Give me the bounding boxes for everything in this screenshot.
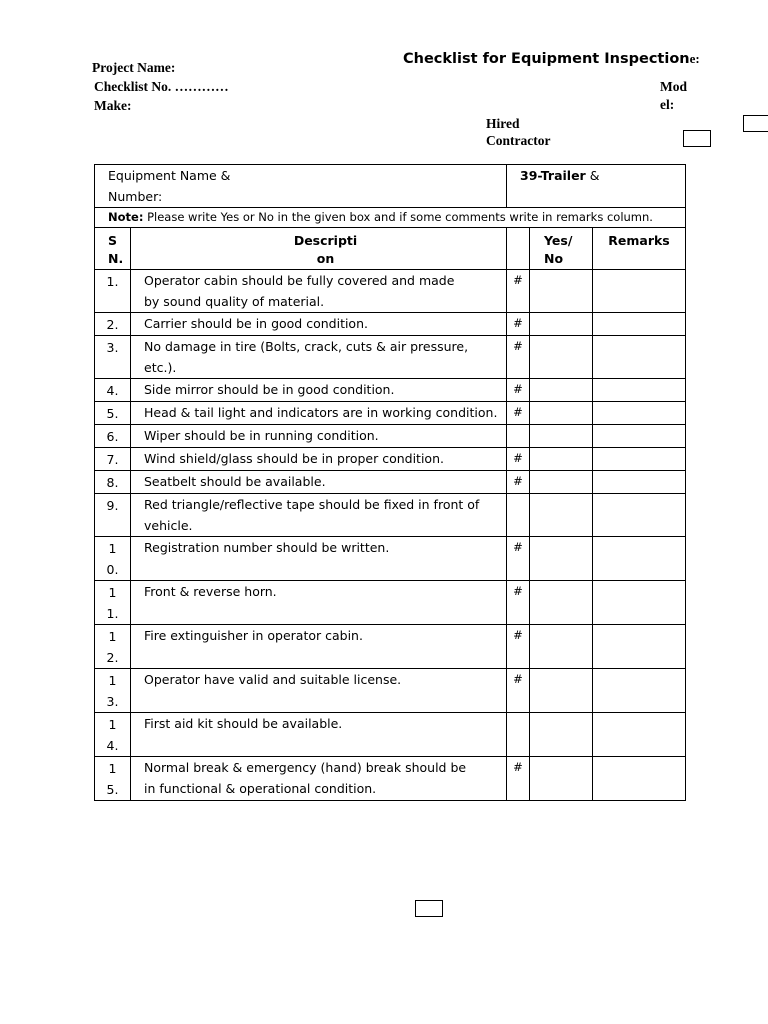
row-mark: # [507,581,530,625]
checklist-row [95,379,686,402]
row-remarks-cell[interactable] [593,494,686,537]
row-remarks-cell[interactable] [593,425,686,448]
checklist-row [95,270,686,313]
checklist-row [95,757,686,801]
row-remarks-cell[interactable] [593,402,686,425]
row-mark: # [507,757,530,801]
equipment-label: Equipment Name & Number: [95,165,507,208]
row-description: Seatbelt should be available. [131,471,507,494]
model-label-line2: el: [660,97,675,112]
row-mark: # [507,379,530,402]
checklist-row [95,713,686,757]
row-description: Wiper should be in running condition. [131,425,507,448]
row-description: Front & reverse horn. [131,581,507,625]
row-description: Fire extinguisher in operator cabin. [131,625,507,669]
row-remarks-cell[interactable] [593,336,686,379]
sn-header: S N. [95,228,131,270]
row-yes-no-cell[interactable] [530,757,593,801]
row-description: Head & tail light and indicators are in working condition. [131,402,507,425]
row-yes-no-cell[interactable] [530,313,593,336]
row-description: Operator cabin should be fully covered and made by sound quality of material. [131,270,507,313]
row-mark: # [507,669,530,713]
make-label: Make: [94,98,132,113]
row-mark: # [507,625,530,669]
row-number: 1 2. [95,625,131,669]
row-remarks-cell[interactable] [593,581,686,625]
hired-checkbox[interactable] [743,115,768,132]
checklist-row [95,625,686,669]
row-description: Side mirror should be in good condition. [131,379,507,402]
row-yes-no-cell[interactable] [530,669,593,713]
row-remarks-cell[interactable] [593,757,686,801]
note-text: Note: Please write Yes or No in the given box and if some comments write in remarks column. [95,208,686,228]
row-yes-no-cell[interactable] [530,448,593,471]
row-number: 1 5. [95,757,131,801]
row-number: 7. [95,448,131,471]
checklist-row [95,471,686,494]
row-yes-no-cell[interactable] [530,379,593,402]
row-description: Normal break & emergency (hand) break should be in functional & operational condition. [131,757,507,801]
note-row [95,208,686,228]
yes-no-header: Yes/ No [530,228,593,270]
row-number: 9. [95,494,131,537]
row-remarks-cell[interactable] [593,270,686,313]
contractor-checkbox[interactable] [683,130,711,147]
checklist-row [95,402,686,425]
row-mark: # [507,402,530,425]
row-yes-no-cell[interactable] [530,494,593,537]
row-yes-no-cell[interactable] [530,425,593,448]
row-description: Registration number should be written. [131,537,507,581]
project-name-label: Project Name: [92,60,176,75]
row-remarks-cell[interactable] [593,713,686,757]
row-remarks-cell[interactable] [593,669,686,713]
row-number: 2. [95,313,131,336]
checklist-row [95,313,686,336]
row-number: 1 4. [95,713,131,757]
column-header-row [95,228,686,270]
mark-header [507,228,530,270]
document-title: Checklist for Equipment Inspectione: [403,51,700,67]
row-mark: # [507,313,530,336]
row-remarks-cell[interactable] [593,537,686,581]
row-remarks-cell[interactable] [593,625,686,669]
row-mark: # [507,448,530,471]
checklist-row [95,425,686,448]
checklist-row [95,537,686,581]
checklist-rows [95,270,686,801]
row-mark: # [507,537,530,581]
row-number: 1 1. [95,581,131,625]
row-yes-no-cell[interactable] [530,581,593,625]
row-mark [507,494,530,537]
model-label-line1: Mod [660,79,687,94]
row-yes-no-cell[interactable] [530,713,593,757]
hired-label: Hired [486,116,520,131]
row-number: 6. [95,425,131,448]
row-remarks-cell[interactable] [593,471,686,494]
row-number: 8. [95,471,131,494]
row-number: 1 0. [95,537,131,581]
checklist-row [95,336,686,379]
bottom-box[interactable] [415,900,443,917]
row-remarks-cell[interactable] [593,448,686,471]
checklist-no-label: Checklist No. ………… [94,79,229,94]
row-number: 4. [95,379,131,402]
row-yes-no-cell[interactable] [530,336,593,379]
row-number: 3. [95,336,131,379]
equipment-value[interactable]: 39-Trailer & [507,165,686,208]
row-yes-no-cell[interactable] [530,537,593,581]
row-yes-no-cell[interactable] [530,270,593,313]
row-yes-no-cell[interactable] [530,402,593,425]
row-yes-no-cell[interactable] [530,625,593,669]
checklist-row [95,494,686,537]
checklist-table [94,164,686,801]
row-mark [507,713,530,757]
checklist-row [95,669,686,713]
row-mark: # [507,471,530,494]
row-description: Wind shield/glass should be in proper condition. [131,448,507,471]
row-description: No damage in tire (Bolts, crack, cuts & air pressure, etc.). [131,336,507,379]
row-remarks-cell[interactable] [593,313,686,336]
row-number: 1. [95,270,131,313]
row-mark: # [507,336,530,379]
row-description: Operator have valid and suitable license. [131,669,507,713]
checklist-row [95,581,686,625]
remarks-header: Remarks [593,228,686,270]
row-number: 5. [95,402,131,425]
row-mark: # [507,270,530,313]
equipment-row [95,165,686,208]
checklist-row [95,448,686,471]
row-number: 1 3. [95,669,131,713]
description-header: Descripti on [131,228,507,270]
row-description: Red triangle/reflective tape should be fixed in front of vehicle. [131,494,507,537]
row-mark [507,425,530,448]
row-description: Carrier should be in good condition. [131,313,507,336]
row-remarks-cell[interactable] [593,379,686,402]
contractor-label: Contractor [486,133,551,148]
row-description: First aid kit should be available. [131,713,507,757]
row-yes-no-cell[interactable] [530,471,593,494]
